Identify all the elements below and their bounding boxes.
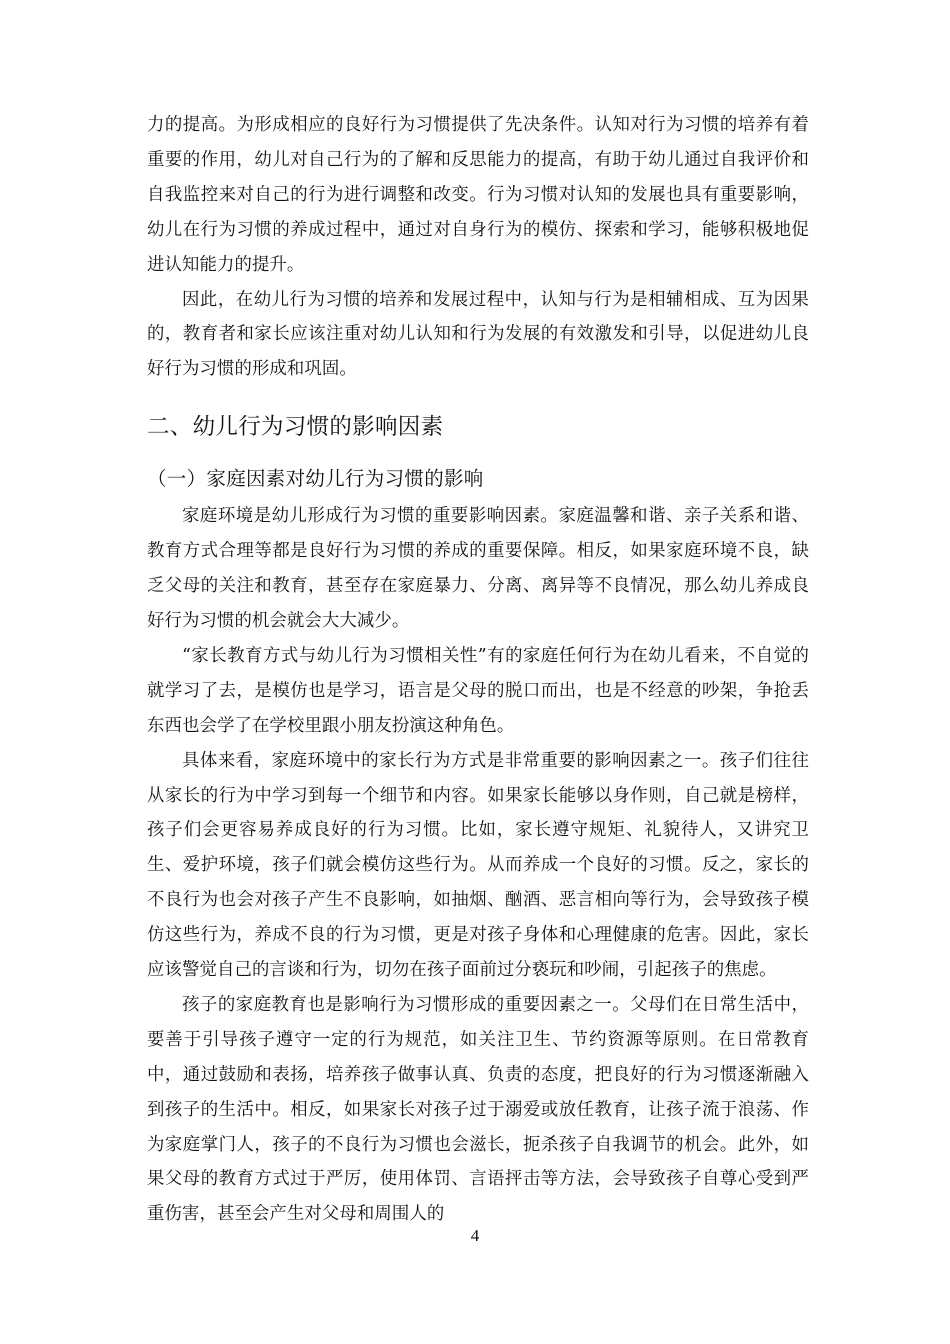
paragraph-parent-behavior: 具体来看，家庭环境中的家长行为方式是非常重要的影响因素之一。孩子们往往从家长的行为中学习到每一个细节和内容。如果家长能够以身作则，自己就是榜样，孩子们会更容易养成良好的行为习惯。比如，家长遵守规矩、礼貌待人，又讲究卫生、爱护环境，孩子们就会模仿这些行为。从而养成一个良好的习惯。反之，家长的不良行为也会对孩子产生不良影响，如抽烟、酗酒、恶言相向等行为，会导致孩子模仿这些行为，养成不良的行为习惯，更是对孩子身体和心理健康的危害。因此，家长应该警觉自己的言谈和行为，切勿在孩子面前过分亵玩和吵闹，引起孩子的焦虑。	[147, 750, 809, 981]
section-heading: 二、幼儿行为习惯的影响因素	[147, 414, 444, 441]
paragraph-family-education: 孩子的家庭教育也是影响行为习惯形成的重要因素之一。父母们在日常生活中，要善于引导孩子遵守一定的行为规范，如关注卫生、节约资源等原则。在日常教育中，通过鼓励和表扬，培养孩子做事认真、负责的态度，把良好的行为习惯逐渐融入到孩子的生活中。相反，如果家长对孩子过于溺爱或放任教育，让孩子流于浪荡、作为家庭掌门人，孩子的不良行为习惯也会滋长，扼杀孩子自我调节的机会。此外，如果父母的教育方式过于严厉，使用体罚、言语抨击等方法，会导致孩子自尊心受到严重伤害，甚至会产生对父母和周围人的	[147, 994, 809, 1225]
page-number: 4	[470, 1226, 480, 1245]
subsection-heading: （一）家庭因素对幼儿行为习惯的影响	[147, 467, 484, 491]
paragraph-conclusion: 因此，在幼儿行为习惯的培养和发展过程中，认知与行为是相辅相成、互为因果的，教育者和家长应该注重对幼儿认知和行为发展的有效激发和引导，以促进幼儿良好行为习惯的形成和巩固。	[147, 289, 809, 380]
paragraph-parenting-style: “家长教育方式与幼儿行为习惯相关性”有的家庭任何行为在幼儿看来，不自觉的就学习了去，是模仿也是学习，语言是父母的脱口而出，也是不经意的吵架，争抢丢东西也会学了在学校里跟小朋友扮演这种角色。	[147, 645, 809, 736]
paragraph-continued: 力的提高。为形成相应的良好行为习惯提供了先决条件。认知对行为习惯的培养有着重要的作用，幼儿对自己行为的了解和反思能力的提高，有助于幼儿通过自我评价和自我监控来对自己的行为进行调整和改变。行为习惯对认知的发展也具有重要影响，幼儿在行为习惯的养成过程中，通过对自身行为的模仿、探索和学习，能够积极地促进认知能力的提升。	[147, 115, 809, 275]
paragraph-family-environment: 家庭环境是幼儿形成行为习惯的重要影响因素。家庭温馨和谐、亲子关系和谐、教育方式合理等都是良好行为习惯的养成的重要保障。相反，如果家庭环境不良，缺乏父母的关注和教育，甚至存在家庭暴力、分离、离异等不良情况，那么幼儿养成良好行为习惯的机会就会大大减少。	[147, 506, 809, 631]
page-body	[147, 108, 809, 1232]
